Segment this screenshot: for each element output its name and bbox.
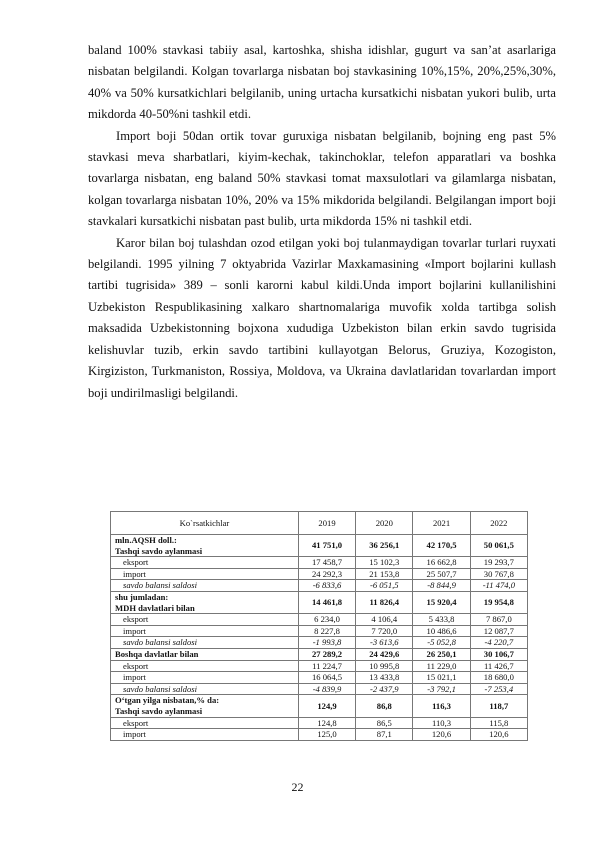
row-label: mln.AQSH doll.: Tashqi savdo aylanmasi xyxy=(111,535,299,557)
table-row xyxy=(111,717,528,729)
row-value: 30 767,8 xyxy=(470,568,527,580)
row-value: 110,3 xyxy=(413,717,470,729)
row-label: import xyxy=(111,568,299,580)
row-value: -3 792,1 xyxy=(413,683,470,695)
row-value: 11 229,0 xyxy=(413,660,470,672)
row-value: 6 234,0 xyxy=(298,614,355,626)
row-value: 14 461,8 xyxy=(298,591,355,613)
trade-statistics-table xyxy=(110,511,528,741)
table-header-cell: 2019 xyxy=(298,512,355,535)
page-number: 22 xyxy=(291,780,304,794)
table-row xyxy=(111,672,528,684)
row-value: 86,5 xyxy=(356,717,413,729)
row-value: 21 153,8 xyxy=(356,568,413,580)
row-value: 10 486,6 xyxy=(413,625,470,637)
row-label: savdo balansi saldosi xyxy=(111,683,299,695)
table-row xyxy=(111,614,528,626)
row-value: -3 613,6 xyxy=(356,637,413,649)
row-value: 10 995,8 xyxy=(356,660,413,672)
row-value: -4 220,7 xyxy=(470,637,527,649)
row-value: 120,6 xyxy=(413,729,470,741)
row-value: -5 052,8 xyxy=(413,637,470,649)
row-value: 8 227,8 xyxy=(298,625,355,637)
row-label: eksport xyxy=(111,660,299,672)
row-label: O‘tgan yilga nisbatan,% da: Tashqi savdo aylanmasi xyxy=(111,695,299,717)
row-label: eksport xyxy=(111,557,299,569)
row-label: import xyxy=(111,729,299,741)
row-value: 17 458,7 xyxy=(298,557,355,569)
row-value: 5 433,8 xyxy=(413,614,470,626)
table-row xyxy=(111,683,528,695)
row-label: eksport xyxy=(111,614,299,626)
row-value: 118,7 xyxy=(470,695,527,717)
row-value: 36 256,1 xyxy=(356,535,413,557)
table-row xyxy=(111,625,528,637)
row-value: 4 106,4 xyxy=(356,614,413,626)
row-label: Boshqa davlatlar bilan xyxy=(111,648,299,660)
table-row xyxy=(111,591,528,613)
row-label: eksport xyxy=(111,717,299,729)
paragraph-3: Karor bilan boj tulashdan ozod etilgan yoki boj tulanmaydigan tovarlar turlari ruyxati belgilandi. 1995 yilning 7 oktyabrida Vazirlar Maxkamasining «Import bojlarini kullash tartibi tugrisida» 389 – sonli karorni kabul kildi.Unda import bojlarini kullanilishini Uzbekiston Respublikasining xalkaro shartnomalariga muvofik xolda tartibga solish maksadida Uzbekistonning bojxona xududiga Uzbekiston bilan erkin savdo tugrisida kelishuvlar tuzib, erkin savdo tartibini kullayotgan Belorus, Gruziya, Kozogiston, Kirgiziston, Turkmaniston, Rossiya, Moldova, va Ukraina davlatlaridan tovarlardan import boji undirilmasligi belgilandi. xyxy=(88,235,556,400)
row-value: 41 751,0 xyxy=(298,535,355,557)
table-row xyxy=(111,648,528,660)
row-label: savdo balansi saldosi xyxy=(111,637,299,649)
table-row xyxy=(111,695,528,717)
row-value: -1 993,8 xyxy=(298,637,355,649)
table-header-cell: 2020 xyxy=(356,512,413,535)
row-value: 19 954,8 xyxy=(470,591,527,613)
row-value: 11 426,7 xyxy=(470,660,527,672)
row-value: 124,9 xyxy=(298,695,355,717)
table-header-cell: 2022 xyxy=(470,512,527,535)
table-body xyxy=(111,535,528,741)
row-value: -6 833,6 xyxy=(298,580,355,592)
row-value: 15 021,1 xyxy=(413,672,470,684)
row-label: import xyxy=(111,672,299,684)
paragraph-2: Import boji 50dan ortik tovar guruxiga nisbatan belgilanib, bojning eng past 5% stavkasi meva sharbatlari, kiyim-kechak, takinchoklar, telefon apparatlari va boshka tovarlarga nisbatan, eng baland 50% stavkasi tomat maxsulotlari va gilamlarga nisbatan, kolgan tovarlarga nisbatan 10%, 20% va 15% mikdorida belgilandi. Belgilangan import boji stavkalari kursatkichi nisbatan past bulib, urta mikdorda 15% ni tashkil etdi. xyxy=(88,128,556,229)
table-row xyxy=(111,535,528,557)
table-row xyxy=(111,557,528,569)
table-row xyxy=(111,568,528,580)
row-value: 7 720,0 xyxy=(356,625,413,637)
table-row xyxy=(111,637,528,649)
row-value: 16 064,5 xyxy=(298,672,355,684)
row-value: 124,8 xyxy=(298,717,355,729)
row-value: 15 102,3 xyxy=(356,557,413,569)
table-row xyxy=(111,660,528,672)
row-value: -2 437,9 xyxy=(356,683,413,695)
table-row xyxy=(111,729,528,741)
row-value: -7 253,4 xyxy=(470,683,527,695)
row-value: -8 844,9 xyxy=(413,580,470,592)
row-value: -11 474,0 xyxy=(470,580,527,592)
row-label: import xyxy=(111,625,299,637)
row-value: -4 839,9 xyxy=(298,683,355,695)
table-header-row xyxy=(111,512,528,535)
row-label: shu jumladan: MDH davlatlari bilan xyxy=(111,591,299,613)
row-value: 125,0 xyxy=(298,729,355,741)
table-row xyxy=(111,580,528,592)
table-header-cell: 2021 xyxy=(413,512,470,535)
row-value: 86,8 xyxy=(356,695,413,717)
row-value: 26 250,1 xyxy=(413,648,470,660)
paragraph-1: baland 100% stavkasi tabiiy asal, kartoshka, shisha idishlar, gugurt va san’at asarlariga nisbatan belgilandi. Kolgan tovarlarga nisbatan boj stavkasining 10%,15%, 20%,25%,30%, 40% va 50% kursatkichlari belgilanib, uning urtacha kursatkichi nisbatan yukori bulib, urta mikdorda 40-50%ni tashkil etdi. xyxy=(88,43,556,122)
row-value: 24 429,6 xyxy=(356,648,413,660)
row-value: 50 061,5 xyxy=(470,535,527,557)
row-value: 42 170,5 xyxy=(413,535,470,557)
row-value: 87,1 xyxy=(356,729,413,741)
row-value: 12 087,7 xyxy=(470,625,527,637)
row-value: 116,3 xyxy=(413,695,470,717)
row-value: 11 826,4 xyxy=(356,591,413,613)
document-body xyxy=(88,40,556,404)
row-value: 13 433,8 xyxy=(356,672,413,684)
row-value: 27 289,2 xyxy=(298,648,355,660)
row-label: savdo balansi saldosi xyxy=(111,580,299,592)
row-value: 7 867,0 xyxy=(470,614,527,626)
row-value: 11 224,7 xyxy=(298,660,355,672)
row-value: 120,6 xyxy=(470,729,527,741)
row-value: 18 680,0 xyxy=(470,672,527,684)
row-value: -6 051,5 xyxy=(356,580,413,592)
row-value: 25 507,7 xyxy=(413,568,470,580)
row-value: 115,8 xyxy=(470,717,527,729)
table-header-cell: Ko`rsatkichlar xyxy=(111,512,299,535)
row-value: 19 293,7 xyxy=(470,557,527,569)
row-value: 16 662,8 xyxy=(413,557,470,569)
row-value: 30 106,7 xyxy=(470,648,527,660)
row-value: 24 292,3 xyxy=(298,568,355,580)
row-value: 15 920,4 xyxy=(413,591,470,613)
